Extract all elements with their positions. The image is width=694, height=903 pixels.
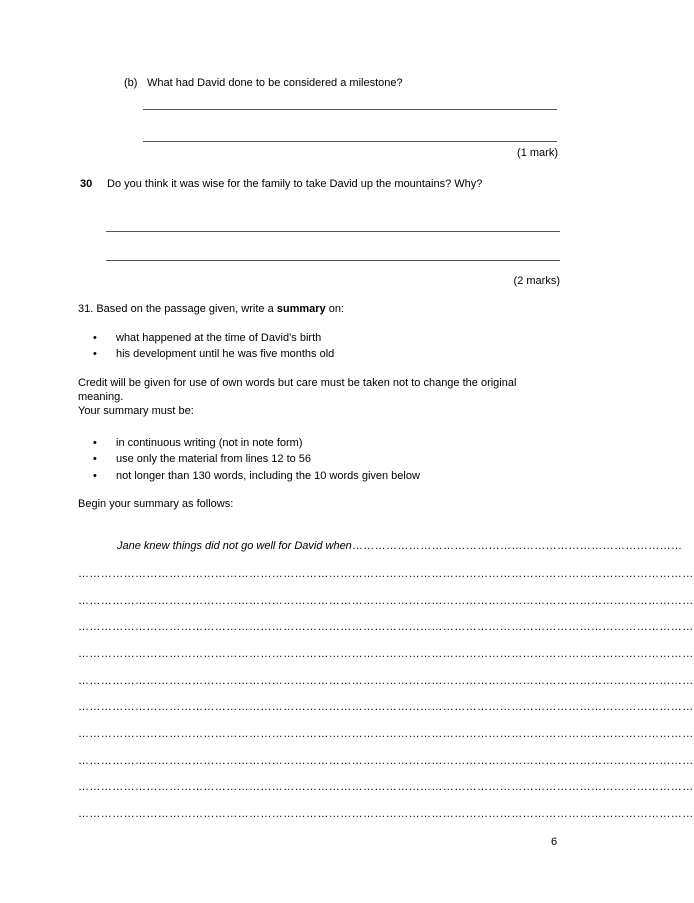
q29b-label: (b) — [124, 77, 138, 89]
summary-line-9[interactable]: ……………………………………………………………………………………………………………………………………………… — [78, 781, 694, 793]
bullet-icon: • — [93, 348, 97, 360]
begin-instruction: Begin your summary as follows: — [78, 498, 234, 510]
q29b-question: What had David done to be considered a milestone? — [147, 77, 403, 89]
summary-line-2[interactable]: ……………………………………………………………………………………………………………………………………………… — [78, 595, 694, 607]
credit-line-2: meaning. — [78, 391, 124, 403]
q31-intro-bold: summary — [276, 303, 326, 315]
dotted-leader: …………………………………………………………………………… — [351, 540, 683, 552]
bullet-icon: • — [93, 453, 97, 465]
q30-question: Do you think it was wise for the family to take David up the mountains? Why? — [107, 178, 483, 190]
summary-line-4[interactable]: ……………………………………………………………………………………………………………………………………………… — [78, 648, 694, 660]
bullet-icon: • — [93, 470, 97, 482]
summary-line-7[interactable]: ……………………………………………………………………………………………………………………………………………… — [78, 728, 694, 740]
summary-line-1[interactable]: ……………………………………………………………………………………………………………………………………………… — [78, 568, 694, 580]
rule-text: not longer than 130 words, including the 10 words given below — [116, 470, 420, 482]
summary-line-6[interactable]: ……………………………………………………………………………………………………………………………………………… — [78, 701, 694, 713]
page-number: 6 — [551, 836, 558, 848]
q29b-marks: (1 mark) — [517, 147, 558, 159]
q30-marks: (2 marks) — [513, 275, 560, 287]
rule-text: use only the material from lines 12 to 56 — [116, 453, 312, 465]
summary-line-10[interactable]: ……………………………………………………………………………………………………………………………………………… — [78, 808, 694, 820]
q31-intro-suffix: on: — [325, 303, 345, 315]
credit-line-1: Credit will be given for use of own words but care must be taken not to change the original — [78, 377, 517, 389]
summary-starter-line[interactable] — [117, 540, 683, 554]
topic-text: his development until he was five months old — [116, 348, 335, 360]
rule-text: in continuous writing (not in note form) — [116, 437, 303, 449]
bullet-icon: • — [93, 437, 97, 449]
summary-line-8[interactable]: ……………………………………………………………………………………………………………………………………………… — [78, 755, 694, 767]
summary-starter-text: Jane knew things did not go well for David when — [117, 540, 352, 552]
summary-line-3[interactable]: ……………………………………………………………………………………………………………………………………………… — [78, 621, 694, 633]
q31-intro-prefix: 31. Based on the passage given, write a — [78, 303, 277, 315]
q30-answer-line-1[interactable] — [106, 231, 560, 232]
q30-number: 30 — [80, 178, 93, 190]
topic-text: what happened at the time of David’s birth — [116, 332, 322, 344]
bullet-icon: • — [93, 332, 97, 344]
summary-line-5[interactable]: ……………………………………………………………………………………………………………………………………………… — [78, 675, 694, 687]
summary-must-be: Your summary must be: — [78, 405, 194, 417]
q29b-answer-line-2[interactable] — [143, 141, 557, 142]
q30-answer-line-2[interactable] — [106, 260, 560, 261]
q31-intro — [78, 303, 344, 315]
q29b-answer-line-1[interactable] — [143, 109, 557, 110]
